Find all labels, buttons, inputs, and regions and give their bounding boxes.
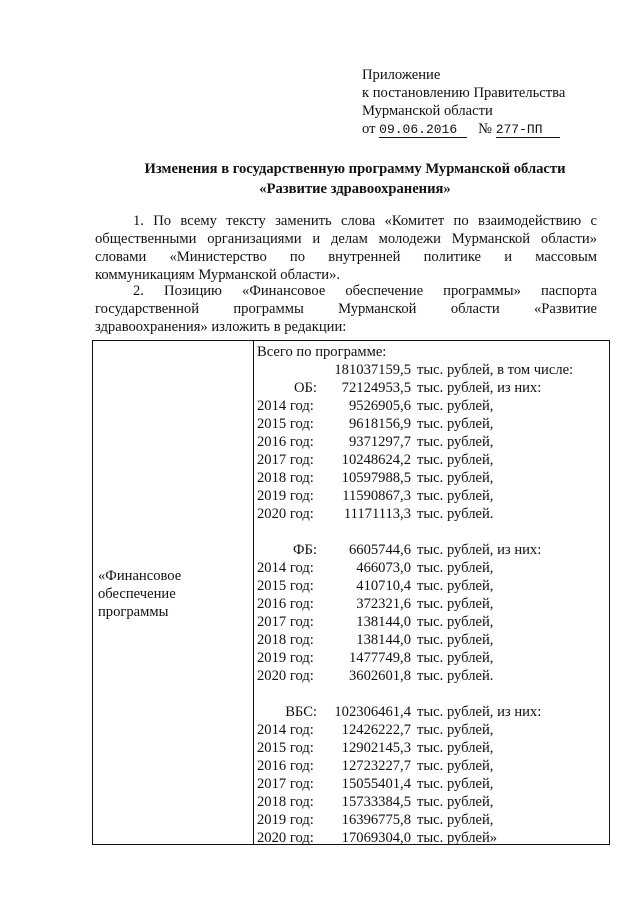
paragraph-2 (95, 282, 597, 336)
year-value: 17069304,0 (341, 830, 411, 846)
document-title (95, 160, 615, 200)
year-value: 372321,6 (356, 596, 411, 612)
year-label: 2014 год: (257, 398, 314, 414)
year-row (257, 631, 607, 649)
year-value: 10248624,2 (341, 452, 411, 468)
paragraph-line: государственной программы Мурманской области «Развитие (95, 301, 597, 317)
year-label: 2014 год: (257, 722, 314, 738)
year-label: 2020 год: (257, 830, 314, 846)
appendix-line-2: к постановлению Правительства (362, 85, 566, 101)
paragraph-line: здравоохранения» изложить в редакции: (95, 319, 347, 335)
table-left-cell (98, 567, 248, 621)
year-value: 9526905,6 (348, 398, 411, 414)
resolution-number: 277-ПП (496, 122, 560, 138)
year-label: 2015 год: (257, 416, 314, 432)
appendix-date-line (362, 120, 622, 138)
year-label: 2017 год: (257, 452, 314, 468)
total-label-row (257, 343, 607, 361)
year-row (257, 829, 607, 847)
year-label: 2017 год: (257, 776, 314, 792)
funding-source-row (257, 379, 607, 397)
year-unit: тыс. рублей, (417, 560, 494, 576)
funding-source-label: ФБ: (293, 542, 317, 558)
year-row (257, 613, 607, 631)
total-value-row (257, 361, 607, 379)
year-unit: тыс. рублей, (417, 578, 494, 594)
year-unit: тыс. рублей, (417, 614, 494, 630)
funding-source-value: 6605744,6 (348, 542, 411, 558)
title-line-2: «Развитие здравоохранения» (259, 181, 451, 197)
year-label: 2016 год: (257, 596, 314, 612)
year-value: 16396775,8 (341, 812, 411, 828)
year-unit: тыс. рублей» (417, 830, 498, 846)
title-line-1: Изменения в государственную программу Мурманской области (144, 161, 566, 177)
year-unit: тыс. рублей, (417, 722, 494, 738)
year-row (257, 487, 607, 505)
year-unit: тыс. рублей, (417, 398, 494, 414)
funding-source-unit: тыс. рублей, из них: (417, 704, 542, 720)
year-label: 2017 год: (257, 614, 314, 630)
year-value: 9371297,7 (348, 434, 411, 450)
year-label: 2015 год: (257, 578, 314, 594)
appendix-line-3: Мурманской области (362, 103, 493, 119)
year-unit: тыс. рублей, (417, 812, 494, 828)
total-unit: тыс. рублей, в том числе: (417, 362, 574, 378)
year-value: 15733384,5 (341, 794, 411, 810)
year-unit: тыс. рублей, (417, 740, 494, 756)
year-value: 11171113,3 (343, 506, 411, 522)
year-row (257, 739, 607, 757)
year-row (257, 415, 607, 433)
year-value: 3602601,8 (348, 668, 411, 684)
paragraph-line: словами «Министерство по внутренней политике и массовым (95, 249, 597, 265)
year-row (257, 649, 607, 667)
table-right-cell (257, 343, 607, 847)
year-unit: тыс. рублей. (417, 506, 494, 522)
year-row (257, 559, 607, 577)
year-label: 2019 год: (257, 488, 314, 504)
year-value: 466073,0 (356, 560, 411, 576)
year-row (257, 451, 607, 469)
left-cell-line: «Финансовое (98, 568, 182, 584)
year-value: 410710,4 (356, 578, 411, 594)
year-row (257, 397, 607, 415)
paragraph-line: общественными организациями и делам молодежи Мурманской области» (95, 231, 597, 247)
year-row (257, 577, 607, 595)
year-row (257, 433, 607, 451)
year-label: 2020 год: (257, 506, 314, 522)
group-spacer (257, 523, 607, 541)
year-label: 2018 год: (257, 632, 314, 648)
left-cell-line: программы (98, 604, 169, 620)
year-unit: тыс. рублей, (417, 776, 494, 792)
appendix-line-1: Приложение (362, 67, 441, 83)
year-value: 15055401,4 (341, 776, 411, 792)
funding-source-label: ОБ: (294, 380, 317, 396)
year-row (257, 775, 607, 793)
funding-source-value: 102306461,4 (334, 704, 411, 720)
year-row (257, 793, 607, 811)
year-row (257, 721, 607, 739)
year-label: 2015 год: (257, 740, 314, 756)
paragraph-line: коммуникациям Мурманской области». (95, 267, 341, 283)
year-row (257, 595, 607, 613)
year-unit: тыс. рублей, (417, 488, 494, 504)
year-value: 11590867,3 (342, 488, 411, 504)
year-row (257, 811, 607, 829)
total-label: Всего по программе: (257, 344, 387, 360)
year-label: 2019 год: (257, 650, 314, 666)
year-value: 12902145,3 (341, 740, 411, 756)
paragraph-line: 1. По всему тексту заменить слова «Комитет по взаимодействию с (133, 213, 597, 229)
year-unit: тыс. рублей, (417, 758, 494, 774)
year-unit: тыс. рублей, (417, 470, 494, 486)
year-unit: тыс. рублей, (417, 416, 494, 432)
year-label: 2016 год: (257, 434, 314, 450)
paragraph-1 (95, 212, 597, 284)
year-value: 12723227,7 (341, 758, 411, 774)
from-label: от (362, 121, 376, 137)
table-column-divider (253, 340, 254, 845)
year-unit: тыс. рублей. (417, 668, 494, 684)
funding-source-unit: тыс. рублей, из них: (417, 380, 542, 396)
year-row (257, 757, 607, 775)
group-spacer (257, 685, 607, 703)
year-label: 2019 год: (257, 812, 314, 828)
left-cell-line: обеспечение (98, 586, 176, 602)
funding-source-value: 72124953,5 (341, 380, 411, 396)
total-value: 181037159,5 (334, 362, 411, 378)
year-row (257, 505, 607, 523)
year-label: 2020 год: (257, 668, 314, 684)
resolution-date: 09.06.2016 (379, 122, 467, 138)
year-value: 1477749,8 (348, 650, 411, 666)
year-row (257, 469, 607, 487)
year-value: 10597988,5 (341, 470, 411, 486)
funding-source-unit: тыс. рублей, из них: (417, 542, 542, 558)
year-value: 138144,0 (356, 632, 411, 648)
year-unit: тыс. рублей, (417, 632, 494, 648)
number-label: № (478, 121, 493, 137)
year-value: 9618156,9 (348, 416, 411, 432)
year-label: 2018 год: (257, 794, 314, 810)
year-unit: тыс. рублей, (417, 596, 494, 612)
year-value: 138144,0 (356, 614, 411, 630)
year-unit: тыс. рублей, (417, 794, 494, 810)
funding-source-label: ВБС: (285, 704, 317, 720)
year-unit: тыс. рублей, (417, 452, 494, 468)
funding-source-row (257, 541, 607, 559)
year-unit: тыс. рублей, (417, 434, 494, 450)
year-value: 12426222,7 (341, 722, 411, 738)
funding-source-row (257, 703, 607, 721)
year-label: 2014 год: (257, 560, 314, 576)
year-unit: тыс. рублей, (417, 650, 494, 666)
year-label: 2016 год: (257, 758, 314, 774)
paragraph-line: 2. Позицию «Финансовое обеспечение программы» паспорта (133, 283, 597, 299)
year-label: 2018 год: (257, 470, 314, 486)
year-row (257, 667, 607, 685)
appendix-block (362, 66, 622, 138)
